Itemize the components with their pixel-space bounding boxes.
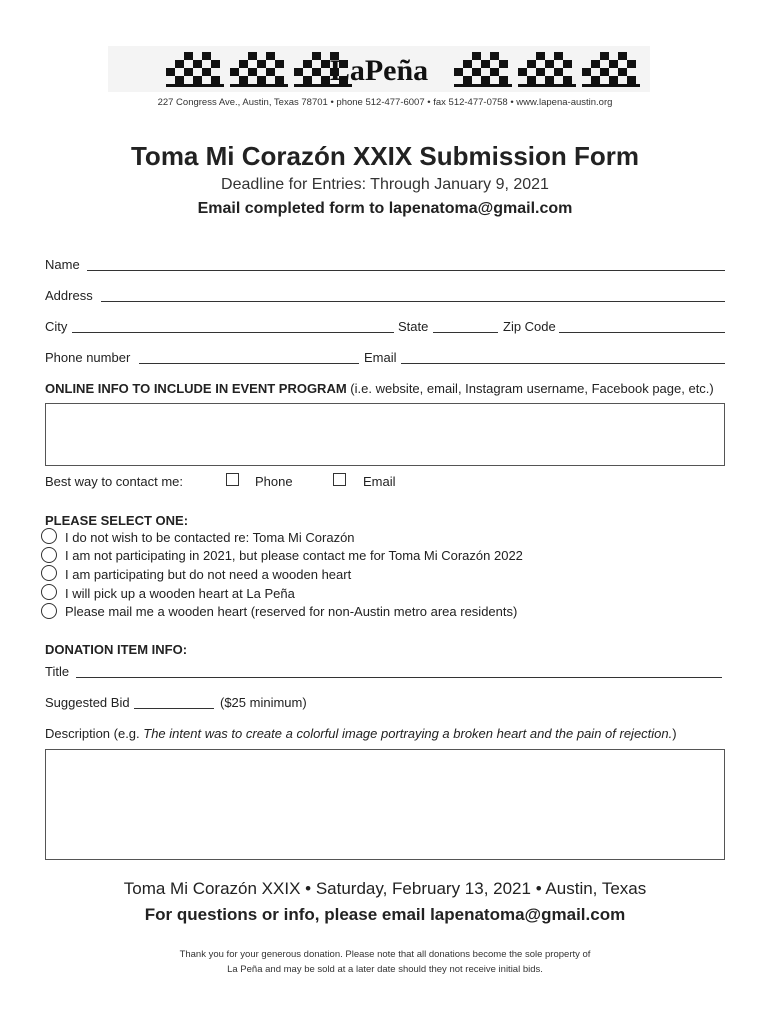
logo-pattern-cell <box>257 76 266 84</box>
logo-pattern-cell <box>609 76 618 84</box>
logo-pattern-cell <box>303 60 312 68</box>
deadline-text: Deadline for Entries: Through January 9, 2021 <box>221 176 549 193</box>
logo-pattern-base <box>582 84 640 87</box>
logo-pattern-cell <box>454 68 463 76</box>
option-4-label: I will pick up a wooden heart at La Peña <box>65 586 295 601</box>
logo-pattern-base <box>166 84 224 87</box>
select-one-heading: PLEASE SELECT ONE: <box>45 513 189 528</box>
zip-field[interactable] <box>559 332 725 333</box>
logo-pattern-base <box>518 84 576 87</box>
logo-pattern-cell <box>536 52 545 60</box>
thanks-line-1: Thank you for your generous donation. Please note that all donations become the sole property of <box>179 949 591 960</box>
online-info-label: ONLINE INFO TO INCLUDE IN EVENT PROGRAM <box>45 381 347 396</box>
logo-pattern-cell <box>257 60 266 68</box>
option-5-label: Please mail me a wooden heart (reserved for non-Austin metro area residents) <box>65 604 518 619</box>
contact-phone-label: Phone <box>255 474 293 489</box>
logo-pattern-cell <box>554 52 563 60</box>
logo-pattern-cell <box>554 68 563 76</box>
logo-pattern-cell <box>627 60 636 68</box>
logo-pattern-cell <box>202 68 211 76</box>
logo-pattern-cell <box>175 76 184 84</box>
logo-pattern-cell <box>193 60 202 68</box>
logo-pattern-cell <box>294 68 303 76</box>
suggested-bid-note: ($25 minimum) <box>220 695 307 710</box>
logo-pattern-cell <box>618 52 627 60</box>
logo-pattern-cell <box>627 76 636 84</box>
logo-pattern-cell <box>472 52 481 60</box>
logo-pattern-cell <box>609 60 618 68</box>
event-info-line: Toma Mi Corazón XXIX • Saturday, February 13, 2021 • Austin, Texas <box>123 879 647 898</box>
logo-pattern-cell <box>490 68 499 76</box>
logo-pattern-cell <box>202 52 211 60</box>
description-textbox[interactable] <box>45 749 725 860</box>
logo-pattern-cell <box>303 76 312 84</box>
option-3-label: I am participating but do not need a wooden heart <box>65 567 352 582</box>
logo-pattern-cell <box>248 52 257 60</box>
logo-pattern-cell <box>527 76 536 84</box>
logo-pattern-cell <box>518 68 527 76</box>
logo-pattern-cell <box>211 60 220 68</box>
logo-pattern-cell <box>563 60 572 68</box>
logo-pattern-cell <box>463 60 472 68</box>
logo-pattern-base <box>454 84 512 87</box>
state-label: State <box>398 319 429 334</box>
option-3-radio[interactable] <box>41 565 57 581</box>
option-4-radio[interactable] <box>41 584 57 600</box>
zip-label: Zip Code <box>503 319 556 334</box>
online-info-hint: (i.e. website, email, Instagram username, Facebook page, etc.) <box>350 381 714 396</box>
address-label: Address <box>45 288 93 303</box>
online-info-textbox[interactable] <box>45 403 725 466</box>
logo-pattern-cell <box>230 68 239 76</box>
contact-phone-checkbox[interactable] <box>226 473 239 486</box>
email-instruction: Email completed form to lapenatoma@gmail.com <box>197 200 573 217</box>
la-pena-logo <box>108 46 650 92</box>
logo-pattern-cell <box>321 60 330 68</box>
contact-email-label: Email <box>363 474 396 489</box>
description-example: The intent was to create a colorful image portraying a broken heart and the pain of rejection. <box>143 726 673 741</box>
suggested-bid-field[interactable] <box>134 708 214 709</box>
logo-pattern-cell <box>563 76 572 84</box>
logo-pattern-cell <box>166 68 175 76</box>
description-prefix: Description (e.g. <box>45 726 144 741</box>
logo-pattern-cell <box>472 68 481 76</box>
logo-pattern-cell <box>582 68 591 76</box>
logo-pattern-cell <box>266 68 275 76</box>
logo-pattern-cell <box>591 76 600 84</box>
logo-pattern-cell <box>499 60 508 68</box>
thanks-line-2: La Peña and may be sold at a later date should they not receive initial bids. <box>227 964 543 975</box>
option-2-radio[interactable] <box>41 547 57 563</box>
logo-pattern-cell <box>545 60 554 68</box>
logo-pattern-cell <box>184 68 193 76</box>
logo-pattern-cell <box>275 76 284 84</box>
logo-pattern-cell <box>175 60 184 68</box>
logo-pattern-cell <box>239 76 248 84</box>
logo-pattern-cell <box>184 52 193 60</box>
contact-email-checkbox[interactable] <box>333 473 346 486</box>
logo-pattern-cell <box>536 68 545 76</box>
name-field[interactable] <box>87 270 725 271</box>
option-5-radio[interactable] <box>41 603 57 619</box>
option-2-label: I am not participating in 2021, but please contact me for Toma Mi Corazón 2022 <box>65 548 523 563</box>
logo-pattern-cell <box>481 76 490 84</box>
logo-pattern-cell <box>275 60 284 68</box>
logo-pattern-cell <box>239 60 248 68</box>
address-field[interactable] <box>101 301 725 302</box>
option-1-radio[interactable] <box>41 528 57 544</box>
description-label <box>45 726 677 741</box>
state-field[interactable] <box>433 332 498 333</box>
logo-pattern-cell <box>248 68 257 76</box>
logo-pattern-cell <box>545 76 554 84</box>
city-field[interactable] <box>72 332 394 333</box>
online-info-heading <box>45 381 714 396</box>
logo-pattern-cell <box>481 60 490 68</box>
logo-pattern-cell <box>490 52 499 60</box>
logo-pattern-cell <box>312 52 321 60</box>
logo-pattern-base <box>230 84 288 87</box>
name-label: Name <box>45 257 80 272</box>
form-title: Toma Mi Corazón XXIX Submission Form <box>130 141 639 171</box>
logo-pattern-cell <box>312 68 321 76</box>
email-field[interactable] <box>401 363 725 364</box>
phone-field[interactable] <box>139 363 359 364</box>
city-label: City <box>45 319 68 334</box>
logo-pattern-cell <box>591 60 600 68</box>
option-1-label: I do not wish to be contacted re: Toma Mi Corazón <box>65 530 355 545</box>
logo-pattern-cell <box>600 52 609 60</box>
phone-label: Phone number <box>45 350 131 365</box>
logo-pattern-cell <box>463 76 472 84</box>
logo-pattern-cell <box>527 60 536 68</box>
donation-heading: DONATION ITEM INFO: <box>45 642 188 657</box>
logo-text: LaPeña <box>329 54 429 87</box>
logo-pattern-cell <box>600 68 609 76</box>
contact-method-label: Best way to contact me: <box>45 474 184 489</box>
logo-pattern-cell <box>193 76 202 84</box>
item-title-label: Title <box>45 664 70 679</box>
organization-address: 227 Congress Ave., Austin, Texas 78701 • phone 512-477-6007 • fax 512-477-0758 • www.lapena-austin.org <box>157 97 613 108</box>
logo-pattern-cell <box>321 76 330 84</box>
item-title-field[interactable] <box>76 677 722 678</box>
description-suffix: ) <box>672 726 677 741</box>
email-label: Email <box>364 350 397 365</box>
questions-line: For questions or info, please email lapenatoma@gmail.com <box>144 905 626 924</box>
suggested-bid-label: Suggested Bid <box>45 695 130 710</box>
logo-pattern-cell <box>211 76 220 84</box>
logo-pattern-cell <box>499 76 508 84</box>
logo-pattern-cell <box>266 52 275 60</box>
logo-pattern-cell <box>618 68 627 76</box>
